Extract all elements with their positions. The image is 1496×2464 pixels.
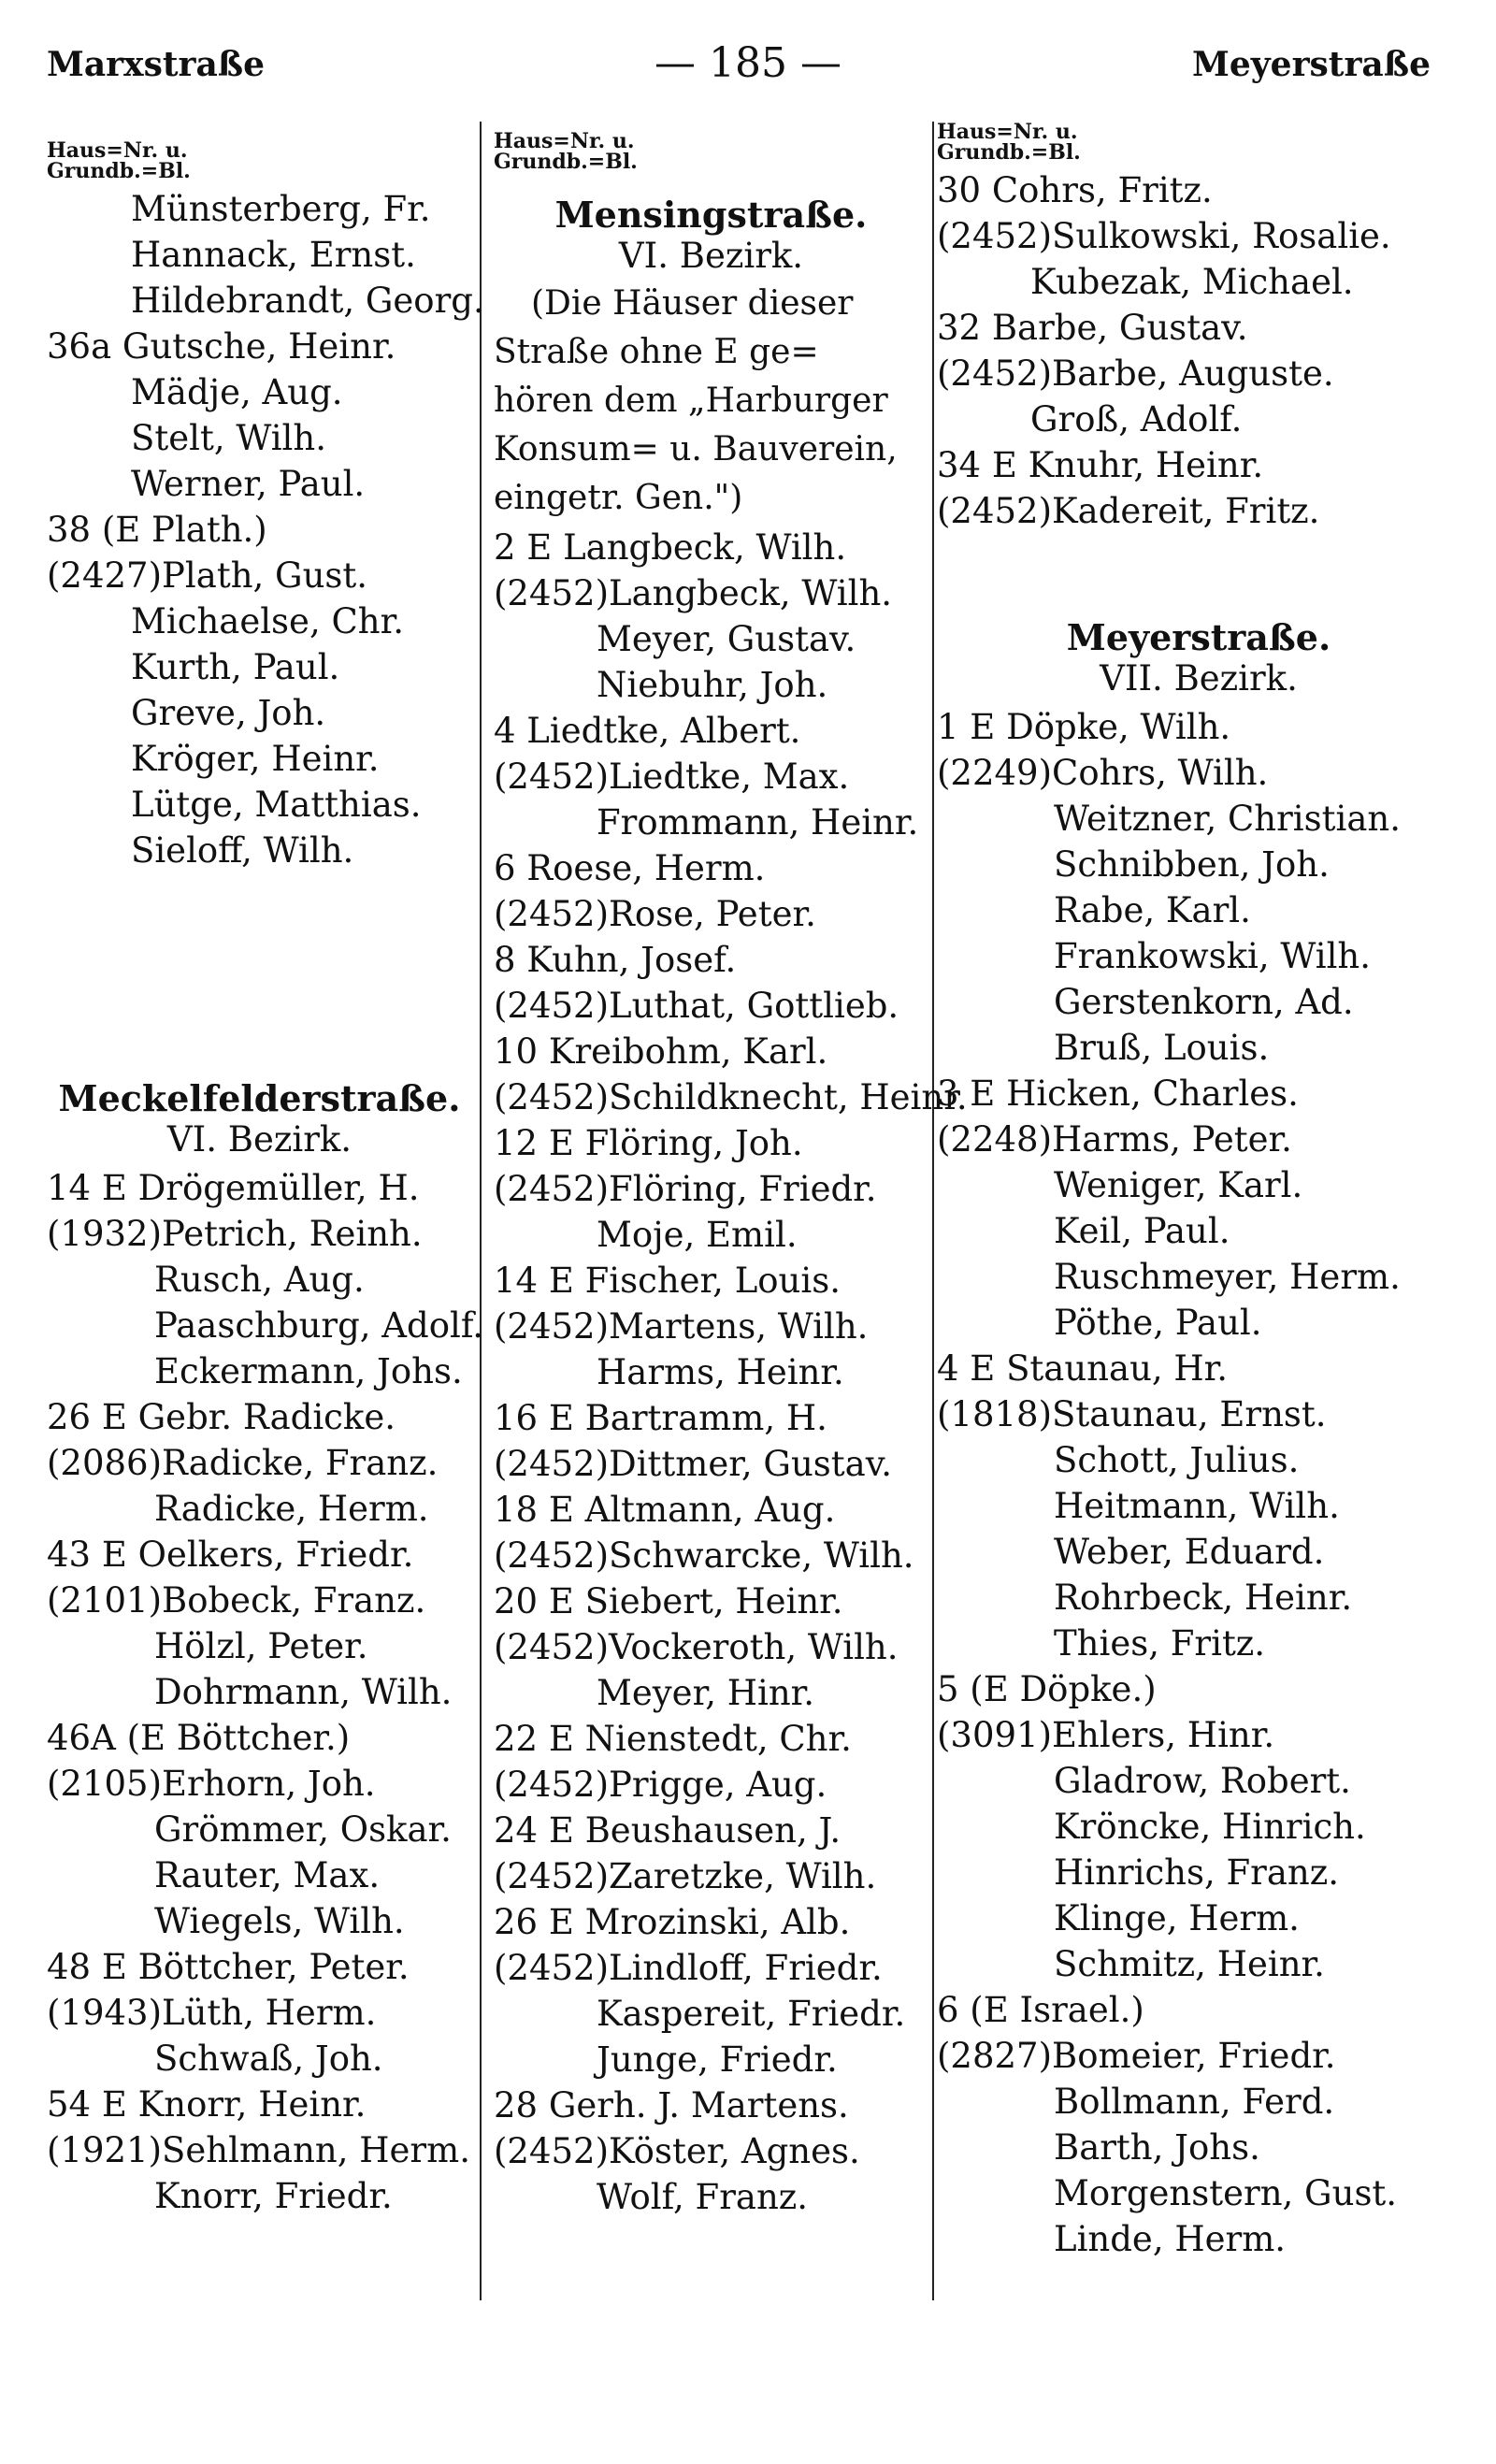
directory-line: Barth, Johs. xyxy=(1054,2127,1260,2168)
directory-line: Michaelse, Chr. xyxy=(131,601,404,641)
directory-line: Paaschburg, Adolf. xyxy=(154,1305,483,1346)
directory-line: (2452)Kadereit, Fritz. xyxy=(937,491,1320,531)
directory-line: 12 E Flöring, Joh. xyxy=(494,1123,803,1163)
directory-line: 32 Barbe, Gustav. xyxy=(937,308,1248,348)
note-line: hören dem „Harburger xyxy=(494,382,888,420)
directory-line: Grömmer, Oskar. xyxy=(154,1809,452,1850)
directory-line: 6 (E Israel.) xyxy=(937,1990,1144,2030)
directory-line: 28 Gerh. J. Martens. xyxy=(494,2085,849,2125)
directory-line: (2452)Köster, Agnes. xyxy=(494,2131,860,2171)
directory-line: (2452)Rose, Peter. xyxy=(494,894,816,934)
directory-line: Wolf, Franz. xyxy=(597,2177,809,2217)
directory-line: (2101)Bobeck, Franz. xyxy=(47,1580,426,1621)
directory-line: Weniger, Karl. xyxy=(1054,1165,1303,1205)
directory-line: Junge, Friedr. xyxy=(597,2039,838,2080)
column-caption: Haus=Nr. u. Grundb.=Bl. xyxy=(47,138,191,183)
street-title-mensing: Mensingstraße. xyxy=(554,194,868,236)
directory-line: Keil, Paul. xyxy=(1054,1211,1230,1251)
directory-line: (2452)Zaretzke, Wilh. xyxy=(494,1856,877,1896)
directory-line: 3 E Hicken, Charles. xyxy=(937,1073,1299,1114)
directory-line: Rauter, Max. xyxy=(154,1855,381,1895)
column-3 xyxy=(937,122,1460,2265)
directory-line: (2452)Prigge, Aug. xyxy=(494,1765,827,1805)
marxstrasse-entries xyxy=(47,189,484,876)
directory-line: (1818)Staunau, Ernst. xyxy=(937,1394,1327,1434)
directory-line: Schnibben, Joh. xyxy=(1054,844,1330,885)
directory-line: 46A (E Böttcher.) xyxy=(47,1718,351,1758)
directory-line: 4 Liedtke, Albert. xyxy=(494,711,801,751)
directory-line: 54 E Knorr, Heinr. xyxy=(47,2084,367,2125)
district-label: VI. Bezirk. xyxy=(618,236,804,276)
directory-line: Heitmann, Wilh. xyxy=(1054,1486,1340,1526)
directory-line: (2249)Cohrs, Wilh. xyxy=(937,753,1269,793)
street-title-meckelfelder: Meckelfelderstraße. xyxy=(58,1077,461,1119)
directory-line: Hannack, Ernst. xyxy=(131,235,416,275)
street-note xyxy=(494,284,928,527)
directory-line: Gladrow, Robert. xyxy=(1054,1761,1351,1801)
directory-line: Lütge, Matthias. xyxy=(131,785,422,825)
directory-line: Greve, Joh. xyxy=(131,693,326,733)
meyerstrasse-entries xyxy=(937,707,1460,2265)
directory-line: (2452)Barbe, Auguste. xyxy=(937,353,1334,394)
directory-line: Klinge, Herm. xyxy=(1054,1898,1300,1938)
directory-line: (2452)Schwarcke, Wilh. xyxy=(494,1535,914,1576)
directory-line: 8 Kuhn, Josef. xyxy=(494,940,737,980)
directory-line: 2 E Langbeck, Wilh. xyxy=(494,527,847,568)
directory-line: 4 E Staunau, Hr. xyxy=(937,1348,1229,1389)
note-line: Konsum= u. Bauverein, xyxy=(494,430,898,468)
directory-line: Weber, Eduard. xyxy=(1054,1532,1325,1572)
directory-line: Frankowski, Wilh. xyxy=(1054,936,1372,976)
directory-line: Kröger, Heinr. xyxy=(131,739,380,779)
directory-line: 26 E Mrozinski, Alb. xyxy=(494,1902,851,1942)
directory-line: (2105)Erhorn, Joh. xyxy=(47,1764,376,1804)
directory-line: (1932)Petrich, Reinh. xyxy=(47,1214,423,1254)
directory-line: Dohrmann, Wilh. xyxy=(154,1672,453,1712)
directory-line: Mädje, Aug. xyxy=(131,372,343,412)
directory-line: Rabe, Karl. xyxy=(1054,890,1251,930)
directory-line: 38 (E Plath.) xyxy=(47,510,267,550)
directory-line: Schott, Julius. xyxy=(1054,1440,1300,1480)
mensingstrasse-continued-entries xyxy=(937,170,1460,537)
directory-line: Niebuhr, Joh. xyxy=(597,665,828,705)
directory-line: 34 E Knuhr, Heinr. xyxy=(937,445,1264,485)
page-number: — 185 — xyxy=(654,39,842,87)
directory-line: Schmitz, Heinr. xyxy=(1054,1944,1325,1984)
directory-line: 30 Cohrs, Fritz. xyxy=(937,170,1213,210)
district-label: VII. Bezirk. xyxy=(1100,658,1298,699)
column-1 xyxy=(47,138,484,2222)
directory-line: Wiegels, Wilh. xyxy=(154,1901,405,1941)
directory-line: Harms, Heinr. xyxy=(597,1352,844,1392)
directory-line: Groß, Adolf. xyxy=(1030,399,1243,439)
directory-line: 14 E Fischer, Louis. xyxy=(494,1261,841,1301)
directory-line: Rusch, Aug. xyxy=(154,1260,365,1300)
directory-line: Schwaß, Joh. xyxy=(154,2039,383,2079)
directory-line: (2827)Bomeier, Friedr. xyxy=(937,2036,1336,2076)
directory-line: (3091)Ehlers, Hinr. xyxy=(937,1715,1275,1755)
directory-line: (2452)Lindloff, Friedr. xyxy=(494,1948,883,1988)
directory-line: Gerstenkorn, Ad. xyxy=(1054,982,1354,1022)
directory-line: Frommann, Heinr. xyxy=(597,802,919,843)
note-line: eingetr. Gen.") xyxy=(494,479,743,517)
directory-line: Morgenstern, Gust. xyxy=(1054,2173,1398,2213)
directory-line: Kubezak, Michael. xyxy=(1030,262,1354,302)
column-2 xyxy=(494,129,968,2223)
directory-line: (2452)Schildknecht, Heinr. xyxy=(494,1077,968,1117)
directory-line: Radicke, Herm. xyxy=(154,1489,429,1529)
directory-line: (2452)Langbeck, Wilh. xyxy=(494,573,893,613)
running-head-left: Marxstraße xyxy=(47,45,266,84)
directory-line: (1943)Lüth, Herm. xyxy=(47,1993,377,2033)
directory-line: Meyer, Gustav. xyxy=(597,619,856,659)
directory-line: 22 E Nienstedt, Chr. xyxy=(494,1719,852,1759)
directory-line: 5 (E Döpke.) xyxy=(937,1669,1157,1709)
column-divider-1 xyxy=(480,122,482,2300)
directory-line: Sieloff, Wilh. xyxy=(131,830,354,871)
directory-line: Hildebrandt, Georg. xyxy=(131,281,484,321)
meckelfelderstrasse-entries xyxy=(47,1168,483,2222)
street-title-meyer: Meyerstraße. xyxy=(1066,616,1331,658)
directory-line: Kaspereit, Friedr. xyxy=(597,1994,906,2034)
directory-line: Stelt, Wilh. xyxy=(131,418,326,458)
directory-line: (1921)Sehlmann, Herm. xyxy=(47,2130,470,2170)
column-caption: Haus=Nr. u. Grundb.=Bl. xyxy=(937,120,1081,165)
directory-line: 14 E Drögemüller, H. xyxy=(47,1168,420,1208)
directory-line: (2452)Luthat, Gottlieb. xyxy=(494,986,899,1026)
district-label: VI. Bezirk. xyxy=(166,1119,352,1160)
directory-line: Moje, Emil. xyxy=(597,1215,798,1255)
directory-line: 20 E Siebert, Heinr. xyxy=(494,1581,843,1621)
column-caption: Haus=Nr. u. Grundb.=Bl. xyxy=(494,129,638,174)
directory-line: (2452)Dittmer, Gustav. xyxy=(494,1444,892,1484)
note-line: Straße ohne E ge= xyxy=(494,333,819,371)
directory-line: (2452)Liedtke, Max. xyxy=(494,756,850,797)
directory-line: Thies, Fritz. xyxy=(1054,1623,1266,1664)
directory-line: Meyer, Hinr. xyxy=(597,1673,815,1713)
note-line: (Die Häuser dieser xyxy=(531,284,854,323)
directory-line: Weitzner, Christian. xyxy=(1054,799,1401,839)
directory-line: 16 E Bartramm, H. xyxy=(494,1398,827,1438)
directory-line: 6 Roese, Herm. xyxy=(494,848,766,888)
directory-line: Linde, Herm. xyxy=(1054,2219,1287,2259)
directory-line: 43 E Oelkers, Friedr. xyxy=(47,1535,414,1575)
directory-line: 18 E Altmann, Aug. xyxy=(494,1490,836,1530)
directory-line: 1 E Döpke, Wilh. xyxy=(937,707,1231,747)
directory-line: 48 E Böttcher, Peter. xyxy=(47,1947,410,1987)
directory-line: (2086)Radicke, Franz. xyxy=(47,1443,439,1483)
directory-line: (2452)Flöring, Friedr. xyxy=(494,1169,877,1209)
directory-line: 24 E Beushausen, J. xyxy=(494,1810,842,1851)
directory-line: Ruschmeyer, Herm. xyxy=(1054,1257,1401,1297)
directory-line: Hölzl, Peter. xyxy=(154,1626,368,1666)
directory-line: (2452)Sulkowski, Rosalie. xyxy=(937,216,1391,256)
directory-line: (2248)Harms, Peter. xyxy=(937,1119,1292,1160)
directory-line: 10 Kreibohm, Karl. xyxy=(494,1031,828,1072)
mensingstrasse-entries xyxy=(494,527,968,2223)
column-divider-2 xyxy=(932,122,934,2300)
directory-line: Hinrichs, Franz. xyxy=(1054,1852,1340,1893)
directory-line: Bruß, Louis. xyxy=(1054,1028,1270,1068)
directory-line: 26 E Gebr. Radicke. xyxy=(47,1397,396,1437)
directory-line: Bollmann, Ferd. xyxy=(1054,2082,1335,2122)
directory-line: (2452)Vockeroth, Wilh. xyxy=(494,1627,899,1667)
directory-line: Kröncke, Hinrich. xyxy=(1054,1807,1366,1847)
directory-line: Knorr, Friedr. xyxy=(154,2176,393,2216)
running-head-right: Meyerstraße xyxy=(1192,45,1431,84)
directory-line: (2427)Plath, Gust. xyxy=(47,555,368,596)
directory-line: Werner, Paul. xyxy=(131,464,366,504)
directory-line: (2452)Martens, Wilh. xyxy=(494,1306,869,1347)
directory-line: Eckermann, Johs. xyxy=(154,1351,463,1391)
directory-line: Kurth, Paul. xyxy=(131,647,340,687)
directory-line: Pöthe, Paul. xyxy=(1054,1303,1262,1343)
directory-line: 36a Gutsche, Heinr. xyxy=(47,326,396,367)
directory-line: Rohrbeck, Heinr. xyxy=(1054,1578,1353,1618)
directory-line: Münsterberg, Fr. xyxy=(131,189,431,229)
